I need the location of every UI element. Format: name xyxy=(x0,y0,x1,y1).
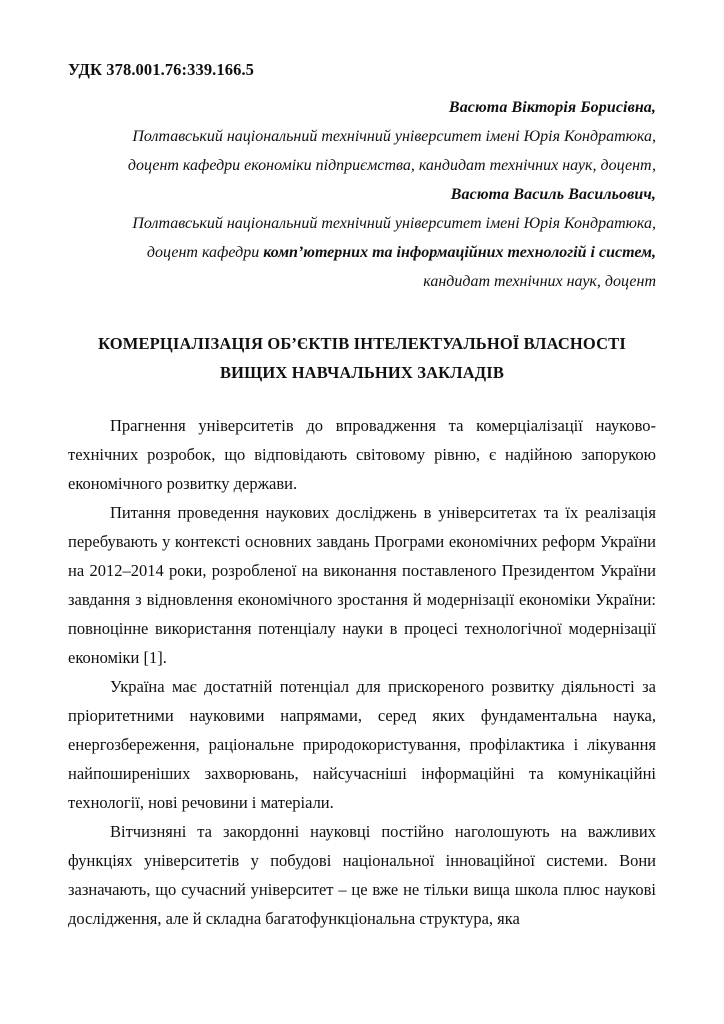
author-department-emphasis: комп’ютерних та інформаційних технологій і систем, xyxy=(263,243,656,261)
author-affiliation-prefix: доцент кафедри xyxy=(146,243,264,261)
author-entry xyxy=(68,93,656,180)
body-paragraph: Україна має достатній потенціал для прискореного розвитку діяльності за пріоритетними науковими напрямами, серед яких фундаментальна наука, енергозбереження, раціональне природокористування, профілактика і лікування найпоширеніших захворювань, найсучасніші інформаційні та комунікаційні технології, нові речовини і матеріали. xyxy=(68,676,656,812)
udc-code: УДК 378.001.76:339.166.5 xyxy=(68,60,255,79)
body-paragraph: Вітчизняні та закордонні науковці постійно наголошують на важливих функціях університетів у побудові національної інноваційної системи. Вони зазначають, що сучасний університет – це вже не тільки вища школа плюс наукові дослідження, але й складна багатофункціональна структура, яка xyxy=(68,821,656,928)
author-affiliation-line: Полтавський національний технічний університет імені Юрія Кондратюка, xyxy=(132,127,656,145)
author-affiliation-line: Полтавський національний технічний університет імені Юрія Кондратюка, xyxy=(132,214,656,232)
author-affiliation-line: доцент кафедри економіки підприємства, кандидат технічних наук, доцент, xyxy=(127,156,656,174)
article-body xyxy=(68,411,656,933)
page-title-line: ВИЩИХ НАВЧАЛЬНИХ ЗАКЛАДІВ xyxy=(219,362,505,382)
author-name: Васюта Вікторія Борисівна, xyxy=(448,98,656,116)
author-affiliation-line xyxy=(68,238,656,267)
author-name: Васюта Василь Васильович, xyxy=(450,185,656,203)
body-paragraph: Прагнення університетів до впровадження та комерціалізації науково-технічних розробок, що відповідають світовому рівню, є надійною запорукою економічного розвитку держави. xyxy=(68,415,656,493)
author-entry xyxy=(68,180,656,296)
page-title xyxy=(68,329,656,387)
page-title-line: КОМЕРЦІАЛІЗАЦІЯ ОБ’ЄКТІВ ІНТЕЛЕКТУАЛЬНОЇ ВЛАСНОСТІ xyxy=(98,333,626,353)
body-paragraph: Питання проведення наукових досліджень в університетах та їх реалізація перебувають у контексті основних завдань Програми економічних реформ України на 2012–2014 роки, розробленої на виконання поставленого Президентом України завдання з відновлення економічного зростання й модернізації економіки України: повноцінне використання потенціалу науки в процесі технологічної модернізації економіки [1]. xyxy=(68,502,656,667)
authors-block xyxy=(68,93,656,296)
author-affiliation-line: кандидат технічних наук, доцент xyxy=(423,272,656,290)
